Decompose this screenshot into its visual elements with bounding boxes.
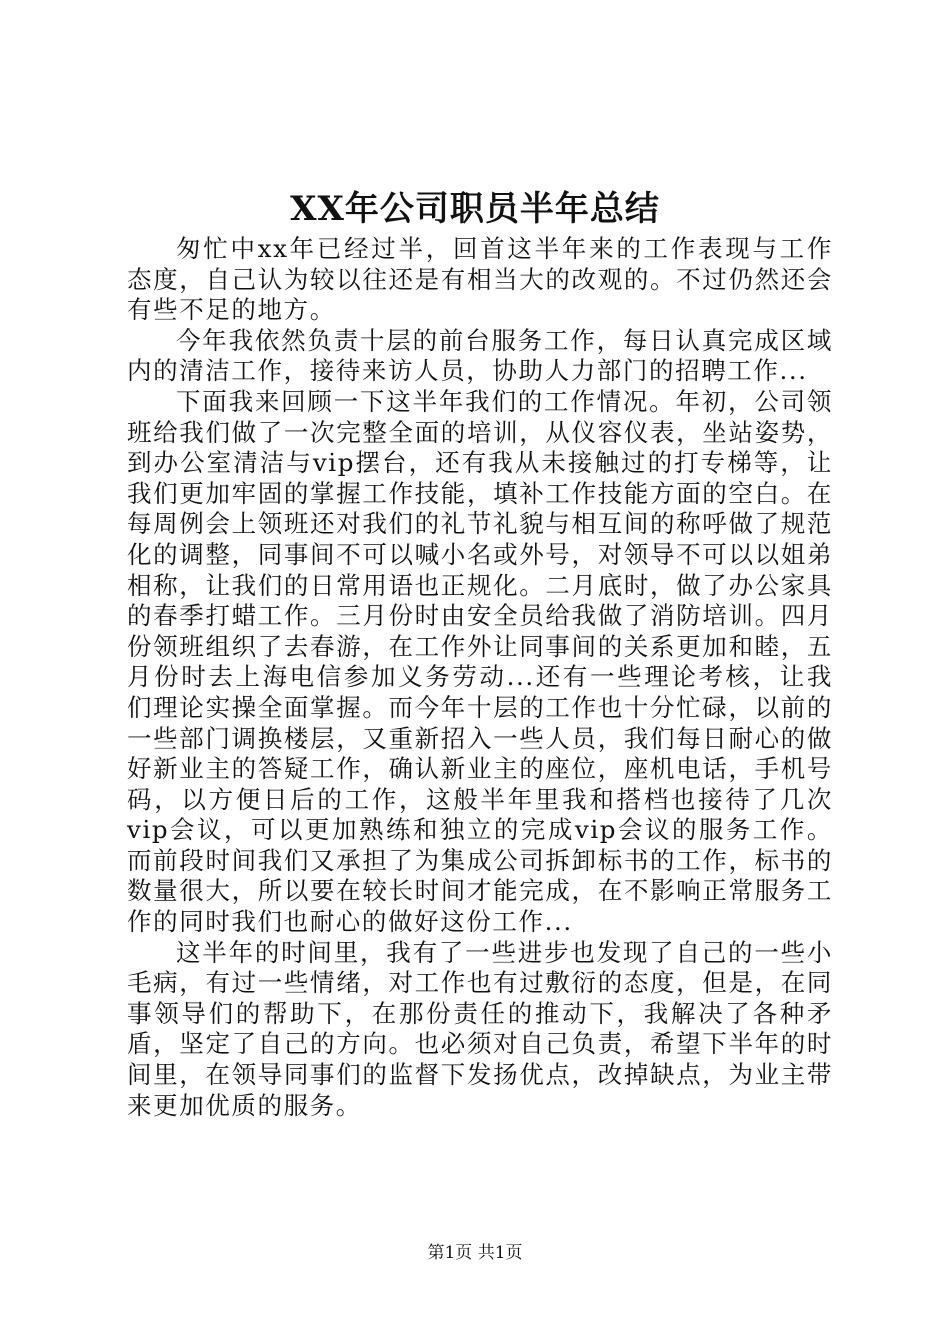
paragraph-conclusion: 这半年的时间里，我有了一些进步也发现了自己的一些小毛病，有过一些情绪，对工作也有过敷衍的态度，但是，在同事领导们的帮助下，在那份责任的推动下，我解决了各种矛盾，坚定了自己的方向。也必须对自己负责，希望下半年的时间里，在领导同事们的监督下发扬优点，改掉缺点，为业主带来更加优质的服务。 [127,937,833,1120]
paragraph-duties: 今年我依然负责十层的前台服务工作，每日认真完成区域内的清洁工作，接待来访人员，协助人力部门的招聘工作... [127,325,833,386]
paragraph-intro: 匆忙中xx年已经过半，回首这半年来的工作表现与工作态度，自己认为较以往还是有相当大的改观的。不过仍然还会有些不足的地方。 [127,234,833,325]
document-body [127,234,833,1121]
paragraph-review: 下面我来回顾一下这半年我们的工作情况。年初，公司领班给我们做了一次完整全面的培训，从仪容仪表，坐站姿势，到办公室清洁与vip摆台，还有我从未接触过的打专梯等，让我们更加牢固的掌握工作技能，填补工作技能方面的空白。在每周例会上领班还对我们的礼节礼貌与相互间的称呼做了规范化的调整，同事间不可以喊小名或外号，对领导不可以以姐弟相称，让我们的日常用语也正规化。二月底时，做了办公家具的春季打蜡工作。三月份时由安全员给我做了消防培训。四月份领班组织了去春游，在工作外让同事间的关系更加和睦，五月份时去上海电信参加义务劳动...还有一些理论考核，让我们理论实操全面掌握。而今年十层的工作也十分忙碌，以前的一些部门调换楼层，又重新招入一些人员，我们每日耐心的做好新业主的答疑工作，确认新业主的座位，座机电话，手机号码，以方便日后的工作，这般半年里我和搭档也接待了几次vip会议，可以更加熟练和独立的完成vip会议的服务工作。而前段时间我们又承担了为集成公司拆卸标书的工作，标书的数量很大，所以要在较长时间才能完成，在不影响正常服务工作的同时我们也耐心的做好这份工作... [127,386,833,937]
page-number-footer: 第1页 共1页 [427,1243,523,1263]
document-title: XX年公司职员半年总结 [290,189,660,229]
